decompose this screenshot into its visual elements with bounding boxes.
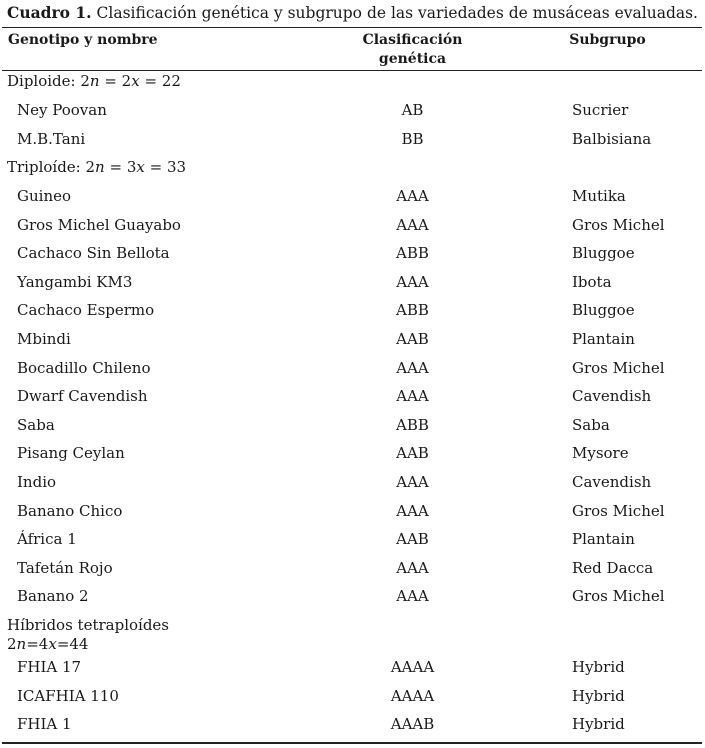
table-row-subgroup: Cavendish [572,387,652,405]
table-row-subgroup: Bluggoe [572,244,635,262]
table-row-subgroup: Hybrid [572,687,625,705]
table-row-genotype-name: Cachaco Espermo [17,301,155,319]
table-row-genetic-class: AAA [396,473,429,491]
table-row-genotype-name: ICAFHIA 110 [17,687,119,705]
table-row-subgroup: Plantain [572,530,635,548]
table-row-genetic-class: AAA [396,187,429,205]
header-rule [2,70,702,71]
table-row-subgroup: Cavendish [572,473,652,491]
table-row-genetic-class: ABB [396,244,429,262]
table-row-genetic-class: AAA [396,502,429,520]
table-row-genotype-name: Pisang Ceylan [17,444,125,462]
table-row-genetic-class: AAA [396,359,429,377]
table-row-genotype-name: FHIA 17 [17,658,82,676]
caption-text: Clasificación genética y subgrupo de las variedades de musáceas evaluadas. [91,4,698,22]
group-heading-triploide: Triploíde: 2n = 3x = 33 [7,158,187,176]
table-row-genotype-name: Saba [17,416,55,434]
table-row-subgroup: Balbisiana [572,130,652,148]
table-row-genotype-name: Tafetán Rojo [17,559,113,577]
table-row-subgroup: Mutika [572,187,626,205]
table-row-genetic-class: AAAB [390,715,435,733]
group-heading-diploide: Diploide: 2n = 2x = 22 [7,72,181,90]
table-row-subgroup: Mysore [572,444,629,462]
header-classification [330,31,495,69]
table-row-genotype-name: Guineo [17,187,72,205]
table-row-genetic-class: AAB [396,530,429,548]
table-row-genetic-class: BB [401,130,424,148]
table-row-subgroup: Saba [572,416,610,434]
caption-label: Cuadro 1. [7,3,92,22]
table-row-subgroup: Ibota [572,273,612,291]
table-row-subgroup: Gros Michel [572,216,665,234]
table-row-genotype-name: África 1 [17,530,77,548]
table-row-genetic-class: ABB [396,301,429,319]
table-row-subgroup: Hybrid [572,658,625,676]
table-row-genotype-name: FHIA 1 [17,715,72,733]
table-caption [7,3,699,23]
table-row-genetic-class: AAA [396,216,429,234]
table-row-genetic-class: AAB [396,444,429,462]
top-rule [2,27,702,28]
table-row-genotype-name: Mbindi [17,330,71,348]
table-row-subgroup: Gros Michel [572,502,665,520]
table-row-genetic-class: ABB [396,416,429,434]
table-row-genotype-name: Gros Michel Guayabo [17,216,181,234]
table-row-genotype-name: Bocadillo Chileno [17,359,151,377]
table-row-subgroup: Sucrier [572,101,629,119]
table-row-subgroup: Gros Michel [572,587,665,605]
bottom-rule [2,742,702,744]
table-row-genotype-name: M.B.Tani [17,130,86,148]
table-row-genetic-class: AAA [396,273,429,291]
group-heading-tetraploide-formula: 2n=4x=44 [7,635,89,653]
table-row-subgroup: Hybrid [572,715,625,733]
table-row-genetic-class: AAA [396,387,429,405]
table-row-genotype-name: Banano Chico [17,502,123,520]
header-classification-line1: Clasificación [362,32,463,48]
table-row-genotype-name: Ney Poovan [17,101,107,119]
table-row-subgroup: Bluggoe [572,301,635,319]
table-row-genetic-class: AAA [396,587,429,605]
table-row-genetic-class: AB [401,101,424,119]
table-row-genetic-class: AAA [396,559,429,577]
table-row-genetic-class: AAAA [390,687,435,705]
table-row-subgroup: Gros Michel [572,359,665,377]
header-subgroup: Subgrupo [569,32,646,48]
group-heading-tetraploide: Híbridos tetraploídes [7,616,169,634]
table-row-genetic-class: AAB [396,330,429,348]
table-row-genotype-name: Dwarf Cavendish [17,387,148,405]
table-row-genetic-class: AAAA [390,658,435,676]
table-row-genotype-name: Indio [17,473,57,491]
table-row-genotype-name: Cachaco Sin Bellota [17,244,170,262]
table-row-genotype-name: Banano 2 [17,587,89,605]
table-row-genotype-name: Yangambi KM3 [17,273,133,291]
table-row-subgroup: Plantain [572,330,635,348]
header-classification-line2: genética [378,51,447,67]
header-genotype: Genotipo y nombre [8,32,158,48]
table-row-subgroup: Red Dacca [572,559,654,577]
